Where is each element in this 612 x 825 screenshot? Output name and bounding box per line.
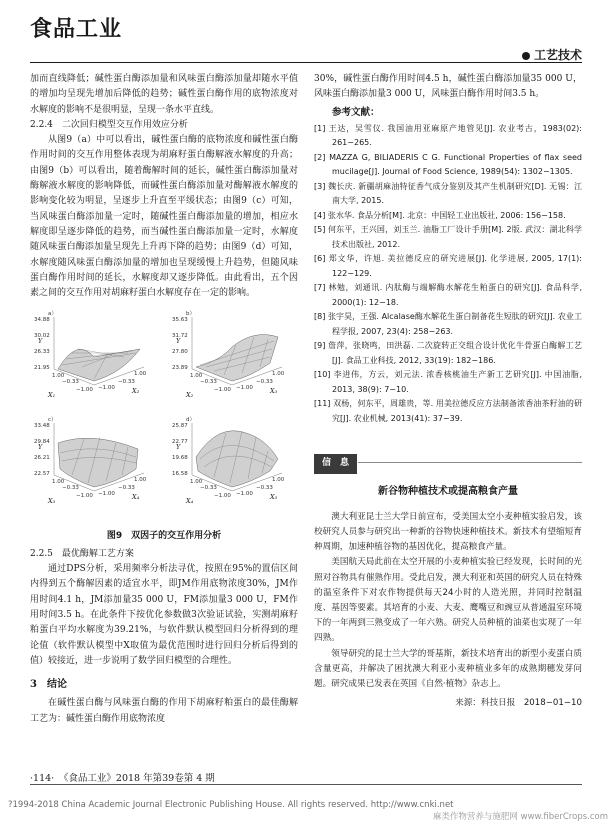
z-tick: 33.48 [34,423,50,430]
z-axis-label: Y [38,337,43,346]
figure-9 [30,307,298,525]
reference-item: [6] 郑文华，许旭. 美拉德反应的研究进展[J]. 化学进展, 2005, 17(1): 122−129. [314,254,582,278]
z-tick: 25.87 [172,423,188,430]
copyright-text: ?1994-2018 China Academic Journal Electronic Publishing House. All rights reserved. http://www.cnki.net [8,800,454,810]
y-tick: −1.00 [236,491,253,498]
z-axis-label: Y [176,443,181,452]
z-tick: 23.89 [172,365,188,372]
reference-item: [2] MAZZA G, BILIADERIS C G. Functional Properties of flax seed mucilage[J]. Journal of Food Science, 1989(54): 1302−1305. [314,152,582,177]
reference-item: [9] 詹萍，张晓鸣，田洪磊. 二次旋转正交组合设计优化牛骨蛋白酶解工艺[J]. 食品工业科技, 2012, 33(19): 182−186. [314,341,582,365]
x-tick: 1.00 [52,479,65,486]
x-axis-label: X₄ [186,497,194,506]
y-tick: −1.00 [98,491,115,498]
x-tick: −0.33 [62,379,79,386]
news-paragraph: 澳大利亚昆士兰大学日前宣布，受美国太空小麦种植实验启发，该校研究人员参与研究出一种新的谷物快速种植技术。新技术有望缩短育种周期，加速种植谷物的基因优化，提高粮食产量。 [314,511,582,553]
y-axis-label: X₅ [270,493,278,502]
section-2-2-4-heading: 2.2.4 二次回归模型交互作用效应分析 [30,119,188,130]
x-axis-label: X₂ [186,391,194,400]
right-column [314,72,582,711]
z-tick: 31.72 [172,333,188,340]
y-tick: 1.00 [272,477,285,484]
y-axis-label: X₄ [132,493,140,502]
z-axis-label: Y [38,443,43,452]
surface-plot-b [170,307,294,407]
reference-item: [10] 李进伟，方云，刘元法. 浓香核桃油生产新工艺研究[J]. 中国油脂, 2013, 38(9): 7−10. [314,370,582,394]
reference-item: [1] 王达，吴雪仪. 我国油用亚麻原产地管见[J]. 农业考古，1983(02): 261−265. [314,123,582,148]
section-2-2-5-heading: 2.2.5 最优酶解工艺方案 [30,548,134,559]
y-tick: 1.00 [272,371,285,378]
figure-caption: 图9 双因子的交互作用分析 [106,531,222,542]
news-source: 来源：科技日报 2018−01−10 [455,698,582,709]
x-tick: −0.33 [200,485,217,492]
panel-label: c） [48,417,57,424]
surface-plot-d [170,413,294,513]
x-tick: 1.00 [52,373,65,380]
z-tick: 30.02 [34,333,50,340]
z-tick: 16.58 [172,471,188,478]
z-tick: 22.77 [172,439,188,446]
section-3-heading: 3 结论 [30,679,67,691]
surface-plot-a [32,307,156,407]
x-tick: −1.00 [214,493,231,500]
badge-rule [358,462,582,463]
watermark-text: 麻类作物营养与施肥网 www.fiberCrops.com [432,812,608,822]
x-tick: 1.00 [190,373,203,380]
y-tick: 1.00 [134,477,147,484]
continued-paragraph: 30%，碱性蛋白酶作用时间4.5 h，碱性蛋白酶添加量35 000 U，风味蛋白酶添加量3 000 U，风味蛋白酶作用时间3.5 h。 [314,74,582,100]
reference-item: [3] 魏长庆. 新疆胡麻油特征香气成分鉴别及其产生机制研究[D]. 无锡：江南大学, 2015. [314,181,582,206]
z-tick: 19.68 [172,455,188,462]
z-tick: 35.63 [172,317,188,324]
reference-item: [5] 何东平，王兴国，刘玉兰. 油脂工厂设计手册[M]. 2版. 武汉：湖北科学技术出版社, 2012. [314,225,582,249]
page-header [30,12,582,62]
y-tick: −1.00 [98,385,115,392]
z-tick: 26.21 [34,455,50,462]
reference-item: [8] 张宇昊，王强. Alcalase酶水解花生蛋白制备花生短肽的研究[J]. 农业工程学报, 2007, 23(4): 258−263. [314,312,582,336]
x-tick: −0.33 [200,379,217,386]
footer-divider [30,784,582,785]
section-2-2-5-paragraph: 通过DPS分析，采用频率分析法寻优，按照在95%的置信区间内得到五个酶解因素的适宜水平，即JM作用底物浓度30%，JM作用时间4.1 h，JM添加量35 000 U，FM添加量3 000 U，FM作用时间3.5 h。在此条件下按优化参数做3次验证试验，实测胡麻籽粕蛋白平均水解度为39.21%，与软件默认模型回归分析得到的理论值（软件默认模型中X取值为最优范围时进行回归分析后得到的值）较接近，进一步说明了数学回归模型的合理性。 [30,564,298,666]
y-tick: −1.00 [236,385,253,392]
z-tick: 34.88 [34,317,50,324]
section-3-paragraph: 在碱性蛋白酶与风味蛋白酶的作用下胡麻籽粕蛋白的最佳酶解工艺为：碱性蛋白酶作用底物浓度 [30,698,298,724]
panel-label: a） [48,311,57,318]
y-axis-label: X₃ [270,387,278,396]
z-tick: 26.33 [34,349,50,356]
z-tick: 29.84 [34,439,50,446]
info-badge-bar [314,454,582,470]
z-tick: 21.95 [34,365,50,372]
news-paragraph: 美国航天局此前在太空开展的小麦种植实验已经发现，长时间的光照对谷物具有催熟作用。受此启发，澳大利亚和英国的研究人员在特殊的温室条件下对农作物提供每天24小时的人造光照，并同时控制温度、基因等要素。其培育的小麦、大麦、鹰嘴豆和豌豆从普通温室环境下的一年两到三熟变成了一年六熟。研究人员种植的油菜也实现了一年四熟。 [314,557,582,644]
x-tick: −1.00 [214,387,231,394]
panel-label: b） [186,311,195,318]
references-title: 参考文献： [332,106,380,118]
x-tick: −0.33 [62,485,79,492]
copyright-line [8,800,608,822]
z-axis-label: Y [176,337,181,346]
surface-b [196,335,278,381]
reference-item: [4] 张水华. 食品分析[M]. 北京：中国轻工业出版社, 2006: 156−158. [314,210,566,220]
z-tick: 27.80 [172,349,188,356]
section-label [522,46,582,63]
y-tick: −0.33 [256,485,273,492]
journal-logo: 食品工业 [30,16,123,42]
bullet-dot-icon [522,52,530,60]
y-tick: −0.33 [118,379,135,386]
news-title: 新谷物种植技术或提高粮食产量 [378,486,518,498]
y-axis-label: X₂ [132,387,140,396]
news-paragraph: 领导研究的昆士兰大学的哥基斯，新技术培育出的新型小麦蛋白质含量更高，并解决了困扰澳大利亚小麦种植业多年的成熟期穗发芽问题。研究成果已发表在英国《自然·植物》杂志上。 [314,648,582,689]
y-tick: −0.33 [118,485,135,492]
reference-item: [7] 林勉，刘通讯. 内肽酶与端解酶水解花生粕蛋白的研究[J]. 食品科学, 2000(1): 12−18. [314,283,582,307]
surface-plot-c [32,413,156,513]
reference-item: [11] 双杨，何东平，周雄贵，等. 用美拉德反应方法制备浓香油茶籽油的研究[J]. 农业机械, 2013(41): 37−39. [314,399,582,423]
info-badge: 信 息 [314,454,357,473]
surface-a [58,349,140,381]
x-tick: 1.00 [190,479,203,486]
x-tick: −1.00 [76,493,93,500]
page-number-info: ·114· 《食品工业》2018 年第39卷第 4 期 [30,773,215,784]
x-axis-label: X₃ [48,497,56,506]
section-label-text: 工艺技术 [533,48,582,62]
header-divider [30,62,582,63]
section-2-2-4-paragraph: 从图9（a）中可以看出，碱性蛋白酶的底物浓度和碱性蛋白酶作用时间的交互作用整体表现为胡麻籽蛋白酶解液水解度的升高；由图9（b）可以看出，随着酶解时间的延长，碱性蛋白酶添加量对酶解液水解度的影响降低，而碱性蛋白酶添加量对酶解液水解度的影响变化较为明显，呈逐步上升直至平缓状态；由图9（c）可知，当风味蛋白酶添加量一定时，随碱性蛋白酶添加量的增加，相应水解度即呈逐步降低的趋势，而当碱性蛋白酶添加量一定时，水解度随风味蛋白酶添加量呈现先上升再下降的趋势；由图9（d）可知，水解度随风味蛋白酶添加量的增加也呈现缓慢上升趋势，但随风味蛋白酶作用时间的延长，水解度却又逐步降低。由此看出，五个因素之间的交互作用对胡麻籽蛋白水解度存在一定的影响。 [30,135,298,299]
y-tick: −0.33 [256,379,273,386]
x-tick: −1.00 [76,387,93,394]
z-tick: 22.57 [34,471,50,478]
left-column [30,72,298,727]
x-axis-label: X₁ [48,391,56,400]
intro-paragraph: 加而直线降低；碱性蛋白酶添加量和风味蛋白酶添加量却随水平值的增加均呈现先增加后降低的趋势；碱性蛋白酶作用的底物浓度对水解度的影响不是很明显，呈现一条水平直线。 [30,74,298,115]
panel-label: d） [186,417,195,424]
y-tick: 1.00 [134,371,147,378]
